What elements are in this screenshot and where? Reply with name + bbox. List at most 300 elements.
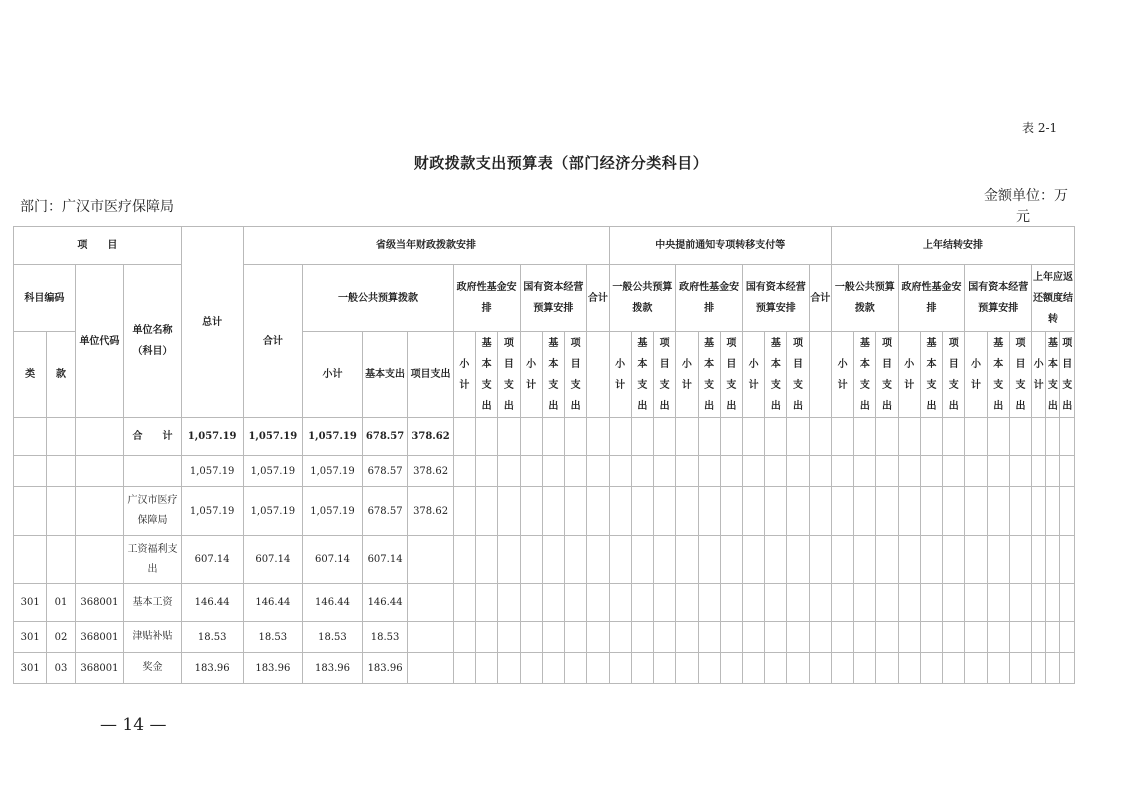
cell-empty	[520, 487, 542, 536]
cell-basic: 678.57	[362, 418, 408, 456]
cell-sum: 1,057.19	[243, 487, 303, 536]
cell-empty	[542, 584, 564, 622]
cell-empty	[498, 536, 520, 584]
cell-empty	[809, 487, 831, 536]
cell-sub: 607.14	[303, 536, 363, 584]
cell-proj	[408, 536, 454, 584]
cell-empty	[587, 622, 609, 653]
cell-empty	[765, 418, 787, 456]
cell-empty	[809, 536, 831, 584]
table-row	[14, 456, 1075, 487]
cell-empty	[876, 584, 898, 622]
cell-empty	[720, 653, 742, 684]
cell-empty	[720, 487, 742, 536]
header-prior-year: 上年结转安排	[831, 227, 1074, 265]
cell-empty	[720, 456, 742, 487]
cell-empty	[742, 536, 764, 584]
cell-empty	[609, 418, 631, 456]
cell-cls	[14, 487, 47, 536]
cell-sub: 146.44	[303, 584, 363, 622]
cell-name: 奖金	[124, 653, 182, 684]
header-class: 类	[14, 332, 47, 418]
table-row	[14, 536, 1075, 584]
cell-empty	[765, 584, 787, 622]
cell-empty	[654, 487, 676, 536]
cell-empty	[498, 456, 520, 487]
cell-empty	[1060, 584, 1075, 622]
department-label: 部门：广汉市医疗保障局	[20, 199, 174, 215]
cell-empty	[542, 487, 564, 536]
cell-empty	[1060, 653, 1075, 684]
cell-empty	[542, 622, 564, 653]
cell-empty	[1009, 622, 1031, 653]
header-state-capital-xiangmu: 项 目 支 出	[564, 332, 586, 418]
header-sum-prior-cont	[809, 332, 831, 418]
cell-empty	[498, 418, 520, 456]
header-total: 总计	[181, 227, 243, 418]
cell-empty	[631, 456, 653, 487]
header-central-gov-fund-xiangmu: 项 目 支 出	[720, 332, 742, 418]
cell-empty	[520, 418, 542, 456]
cell-empty	[676, 456, 698, 487]
cell-proj: 378.62	[408, 487, 454, 536]
cell-empty	[520, 536, 542, 584]
cell-code: 368001	[75, 584, 124, 622]
table-row	[14, 487, 1075, 536]
cell-name	[124, 456, 182, 487]
cell-empty	[1009, 584, 1031, 622]
cell-empty	[1009, 487, 1031, 536]
cell-empty	[654, 456, 676, 487]
cell-empty	[654, 536, 676, 584]
cell-empty	[831, 653, 853, 684]
cell-code	[75, 536, 124, 584]
header-central-state-capital-xiangmu: 项 目 支 出	[787, 332, 809, 418]
cell-empty	[564, 653, 586, 684]
cell-empty	[787, 487, 809, 536]
header-return-balance-jiben: 基 本 支 出	[1046, 332, 1060, 418]
cell-empty	[1032, 418, 1046, 456]
amount-unit-line-2: 元	[1016, 209, 1030, 225]
cell-empty	[1032, 536, 1046, 584]
cell-code	[75, 418, 124, 456]
header-state-capital-jiben: 基 本 支 出	[542, 332, 564, 418]
cell-empty	[831, 584, 853, 622]
cell-empty	[987, 487, 1009, 536]
table-row	[14, 418, 1075, 456]
cell-basic: 678.57	[362, 487, 408, 536]
cell-empty	[765, 622, 787, 653]
cell-empty	[1060, 536, 1075, 584]
cell-empty	[987, 653, 1009, 684]
cell-empty	[1060, 487, 1075, 536]
header-project-expense: 项目支出	[408, 332, 454, 418]
header-unit-code: 单位代码	[75, 265, 124, 418]
cell-empty	[476, 487, 498, 536]
cell-proj	[408, 653, 454, 684]
header-gov-fund-xiangmu: 项 目 支 出	[498, 332, 520, 418]
cell-empty	[698, 584, 720, 622]
cell-empty	[876, 622, 898, 653]
cell-empty	[943, 487, 965, 536]
cell-empty	[854, 653, 876, 684]
cell-empty	[564, 487, 586, 536]
header-general-budget: 一般公共预算拨款	[303, 265, 454, 332]
cell-empty	[609, 653, 631, 684]
cell-empty	[831, 418, 853, 456]
cell-empty	[564, 622, 586, 653]
cell-empty	[587, 487, 609, 536]
cell-empty	[831, 622, 853, 653]
cell-empty	[564, 536, 586, 584]
header-general-budget-central: 一般公共预算拨款	[609, 265, 676, 332]
cell-empty	[943, 622, 965, 653]
cell-sec: 01	[47, 584, 75, 622]
cell-empty	[1046, 622, 1060, 653]
cell-name: 广汉市医疗保障局	[124, 487, 182, 536]
cell-empty	[654, 584, 676, 622]
header-state-capital-prior: 国有资本经营预算安排	[965, 265, 1032, 332]
header-provincial: 省级当年财政拨款安排	[243, 227, 609, 265]
cell-empty	[631, 487, 653, 536]
cell-total: 607.14	[181, 536, 243, 584]
cell-total: 1,057.19	[181, 487, 243, 536]
cell-sec: 03	[47, 653, 75, 684]
header-subject-code: 科目编码	[14, 265, 76, 332]
cell-empty	[987, 584, 1009, 622]
cell-empty	[1060, 456, 1075, 487]
cell-empty	[498, 653, 520, 684]
cell-empty	[898, 584, 920, 622]
header-prior-gov-fund-jiben: 基 本 支 出	[920, 332, 942, 418]
cell-empty	[742, 622, 764, 653]
cell-empty	[876, 487, 898, 536]
cell-empty	[965, 622, 987, 653]
cell-empty	[587, 536, 609, 584]
cell-empty	[698, 653, 720, 684]
cell-empty	[920, 536, 942, 584]
cell-empty	[1009, 536, 1031, 584]
cell-empty	[898, 536, 920, 584]
budget-table	[13, 226, 1075, 684]
header-central-gov-fund-xiaoji: 小 计	[676, 332, 698, 418]
cell-sum: 1,057.19	[243, 456, 303, 487]
header-basic-expense: 基本支出	[362, 332, 408, 418]
cell-empty	[587, 456, 609, 487]
cell-basic: 607.14	[362, 536, 408, 584]
cell-empty	[765, 487, 787, 536]
cell-empty	[898, 653, 920, 684]
amount-unit-label	[984, 186, 1070, 228]
cell-empty	[720, 584, 742, 622]
header-sum: 合计	[243, 265, 303, 418]
cell-empty	[1060, 622, 1075, 653]
cell-empty	[453, 653, 475, 684]
header-central-general-xiangmu: 项 目 支 出	[654, 332, 676, 418]
cell-empty	[676, 418, 698, 456]
amount-unit-line-1: 金额单位：万	[984, 188, 1068, 204]
cell-sum: 183.96	[243, 653, 303, 684]
table-row	[14, 653, 1075, 684]
cell-empty	[987, 418, 1009, 456]
cell-empty	[898, 622, 920, 653]
cell-empty	[698, 487, 720, 536]
cell-empty	[898, 456, 920, 487]
cell-empty	[476, 584, 498, 622]
cell-code: 368001	[75, 653, 124, 684]
cell-empty	[654, 622, 676, 653]
cell-empty	[587, 418, 609, 456]
cell-total: 1,057.19	[181, 418, 243, 456]
cell-empty	[920, 622, 942, 653]
cell-empty	[876, 653, 898, 684]
header-gov-fund: 政府性基金安排	[453, 265, 520, 332]
cell-empty	[564, 584, 586, 622]
cell-empty	[742, 584, 764, 622]
document-title: 财政拨款支出预算表（部门经济分类科目）	[413, 154, 709, 172]
header-prior-state-capital-xiangmu: 项 目 支 出	[1009, 332, 1031, 418]
cell-empty	[742, 456, 764, 487]
cell-empty	[609, 584, 631, 622]
cell-empty	[498, 584, 520, 622]
cell-empty	[876, 456, 898, 487]
cell-basic: 183.96	[362, 653, 408, 684]
cell-cls: 301	[14, 653, 47, 684]
cell-empty	[965, 456, 987, 487]
cell-empty	[1046, 456, 1060, 487]
cell-empty	[787, 418, 809, 456]
cell-sec	[47, 487, 75, 536]
cell-empty	[631, 653, 653, 684]
header-state-capital: 国有资本经营预算安排	[520, 265, 587, 332]
cell-proj	[408, 584, 454, 622]
header-gov-fund-central: 政府性基金安排	[676, 265, 743, 332]
header-subtotal: 小计	[303, 332, 363, 418]
cell-sec: 02	[47, 622, 75, 653]
cell-empty	[1009, 418, 1031, 456]
cell-sub: 1,057.19	[303, 456, 363, 487]
header-prior-state-capital-jiben: 基 本 支 出	[987, 332, 1009, 418]
cell-empty	[542, 418, 564, 456]
cell-sub: 183.96	[303, 653, 363, 684]
cell-empty	[698, 418, 720, 456]
cell-empty	[542, 536, 564, 584]
cell-empty	[453, 418, 475, 456]
cell-total: 183.96	[181, 653, 243, 684]
cell-empty	[787, 622, 809, 653]
cell-empty	[1009, 653, 1031, 684]
cell-empty	[476, 622, 498, 653]
cell-cls: 301	[14, 622, 47, 653]
cell-empty	[520, 622, 542, 653]
cell-name: 津贴补贴	[124, 622, 182, 653]
cell-empty	[898, 487, 920, 536]
cell-empty	[809, 653, 831, 684]
cell-empty	[876, 536, 898, 584]
cell-empty	[787, 653, 809, 684]
cell-sum: 607.14	[243, 536, 303, 584]
cell-empty	[965, 418, 987, 456]
cell-sec	[47, 456, 75, 487]
cell-empty	[898, 418, 920, 456]
cell-empty	[1046, 487, 1060, 536]
cell-empty	[1032, 653, 1046, 684]
cell-empty	[809, 584, 831, 622]
cell-empty	[854, 536, 876, 584]
cell-total: 1,057.19	[181, 456, 243, 487]
cell-empty	[987, 456, 1009, 487]
header-central-general-xiaoji: 小 计	[609, 332, 631, 418]
cell-empty	[765, 456, 787, 487]
cell-sub: 1,057.19	[303, 487, 363, 536]
header-general-budget-prior: 一般公共预算拨款	[831, 265, 898, 332]
cell-empty	[854, 487, 876, 536]
cell-empty	[720, 622, 742, 653]
cell-empty	[1032, 456, 1046, 487]
cell-empty	[854, 584, 876, 622]
cell-name: 工资福利支出	[124, 536, 182, 584]
cell-empty	[1060, 418, 1075, 456]
cell-empty	[787, 536, 809, 584]
cell-empty	[943, 536, 965, 584]
cell-empty	[676, 622, 698, 653]
cell-code: 368001	[75, 622, 124, 653]
cell-empty	[920, 487, 942, 536]
cell-proj: 378.62	[408, 456, 454, 487]
cell-empty	[742, 418, 764, 456]
header-central: 中央提前通知专项转移支付等	[609, 227, 831, 265]
header-prior-gov-fund-xiaoji: 小 计	[898, 332, 920, 418]
header-prior-general-xiangmu: 项 目 支 出	[876, 332, 898, 418]
header-return-balance-xiaoji: 小 计	[1032, 332, 1046, 418]
header-gov-fund-prior: 政府性基金安排	[898, 265, 965, 332]
cell-empty	[1046, 418, 1060, 456]
cell-empty	[609, 456, 631, 487]
header-prior-general-xiaoji: 小 计	[831, 332, 853, 418]
cell-empty	[631, 418, 653, 456]
cell-empty	[498, 487, 520, 536]
cell-sub: 18.53	[303, 622, 363, 653]
cell-empty	[920, 584, 942, 622]
table-row	[14, 622, 1075, 653]
cell-empty	[831, 487, 853, 536]
cell-empty	[631, 622, 653, 653]
cell-empty	[476, 536, 498, 584]
cell-sum: 18.53	[243, 622, 303, 653]
cell-empty	[742, 653, 764, 684]
cell-empty	[965, 487, 987, 536]
cell-empty	[854, 622, 876, 653]
cell-empty	[1009, 456, 1031, 487]
cell-empty	[1032, 487, 1046, 536]
cell-empty	[987, 536, 1009, 584]
cell-empty	[809, 418, 831, 456]
cell-empty	[720, 536, 742, 584]
cell-empty	[453, 456, 475, 487]
cell-empty	[943, 456, 965, 487]
cell-basic: 146.44	[362, 584, 408, 622]
cell-empty	[676, 653, 698, 684]
table-row	[14, 584, 1075, 622]
cell-empty	[498, 622, 520, 653]
header-central-general-jiben: 基 本 支 出	[631, 332, 653, 418]
cell-sum: 146.44	[243, 584, 303, 622]
cell-empty	[453, 487, 475, 536]
header-item: 项 目	[14, 227, 182, 265]
header-sum-central: 合计	[587, 265, 609, 332]
cell-empty	[609, 536, 631, 584]
cell-empty	[1046, 536, 1060, 584]
cell-empty	[720, 418, 742, 456]
cell-empty	[453, 536, 475, 584]
cell-empty	[943, 584, 965, 622]
cell-empty	[631, 584, 653, 622]
cell-cls	[14, 418, 47, 456]
cell-empty	[698, 622, 720, 653]
cell-empty	[453, 622, 475, 653]
cell-empty	[542, 653, 564, 684]
cell-empty	[476, 456, 498, 487]
cell-empty	[854, 456, 876, 487]
cell-empty	[520, 653, 542, 684]
header-central-state-capital-jiben: 基 本 支 出	[765, 332, 787, 418]
cell-empty	[564, 456, 586, 487]
cell-empty	[631, 536, 653, 584]
cell-empty	[987, 622, 1009, 653]
cell-empty	[476, 418, 498, 456]
header-gov-fund-jiben: 基 本 支 出	[476, 332, 498, 418]
header-unit-name: 单位名称（科目）	[124, 265, 182, 418]
cell-proj: 378.62	[408, 418, 454, 456]
header-return-balance: 上年应返还额度结转	[1032, 265, 1075, 332]
header-prior-state-capital-xiaoji: 小 计	[965, 332, 987, 418]
cell-empty	[520, 456, 542, 487]
cell-total: 146.44	[181, 584, 243, 622]
cell-empty	[1032, 622, 1046, 653]
header-prior-general-jiben: 基 本 支 出	[854, 332, 876, 418]
cell-empty	[920, 653, 942, 684]
header-sum-prior: 合计	[809, 265, 831, 332]
header-state-capital-xiaoji: 小 计	[520, 332, 542, 418]
cell-sec	[47, 536, 75, 584]
cell-empty	[854, 418, 876, 456]
table-label: 表 2-1	[1022, 121, 1058, 135]
cell-empty	[965, 536, 987, 584]
cell-empty	[943, 653, 965, 684]
cell-empty	[876, 418, 898, 456]
cell-sum: 1,057.19	[243, 418, 303, 456]
cell-empty	[676, 536, 698, 584]
header-central-state-capital-xiaoji: 小 计	[742, 332, 764, 418]
header-section: 款	[47, 332, 75, 418]
header-return-balance-xiangmu: 项 目 支 出	[1060, 332, 1075, 418]
cell-cls: 301	[14, 584, 47, 622]
cell-empty	[809, 622, 831, 653]
cell-cls	[14, 456, 47, 487]
header-prior-gov-fund-xiangmu: 项 目 支 出	[943, 332, 965, 418]
header-state-capital-central: 国有资本经营预算安排	[742, 265, 809, 332]
cell-empty	[765, 536, 787, 584]
cell-empty	[609, 622, 631, 653]
cell-empty	[787, 456, 809, 487]
header-gov-fund-xiaoji: 小 计	[453, 332, 475, 418]
cell-empty	[676, 584, 698, 622]
cell-sec	[47, 418, 75, 456]
cell-empty	[587, 584, 609, 622]
cell-empty	[676, 487, 698, 536]
cell-empty	[943, 418, 965, 456]
cell-empty	[831, 536, 853, 584]
